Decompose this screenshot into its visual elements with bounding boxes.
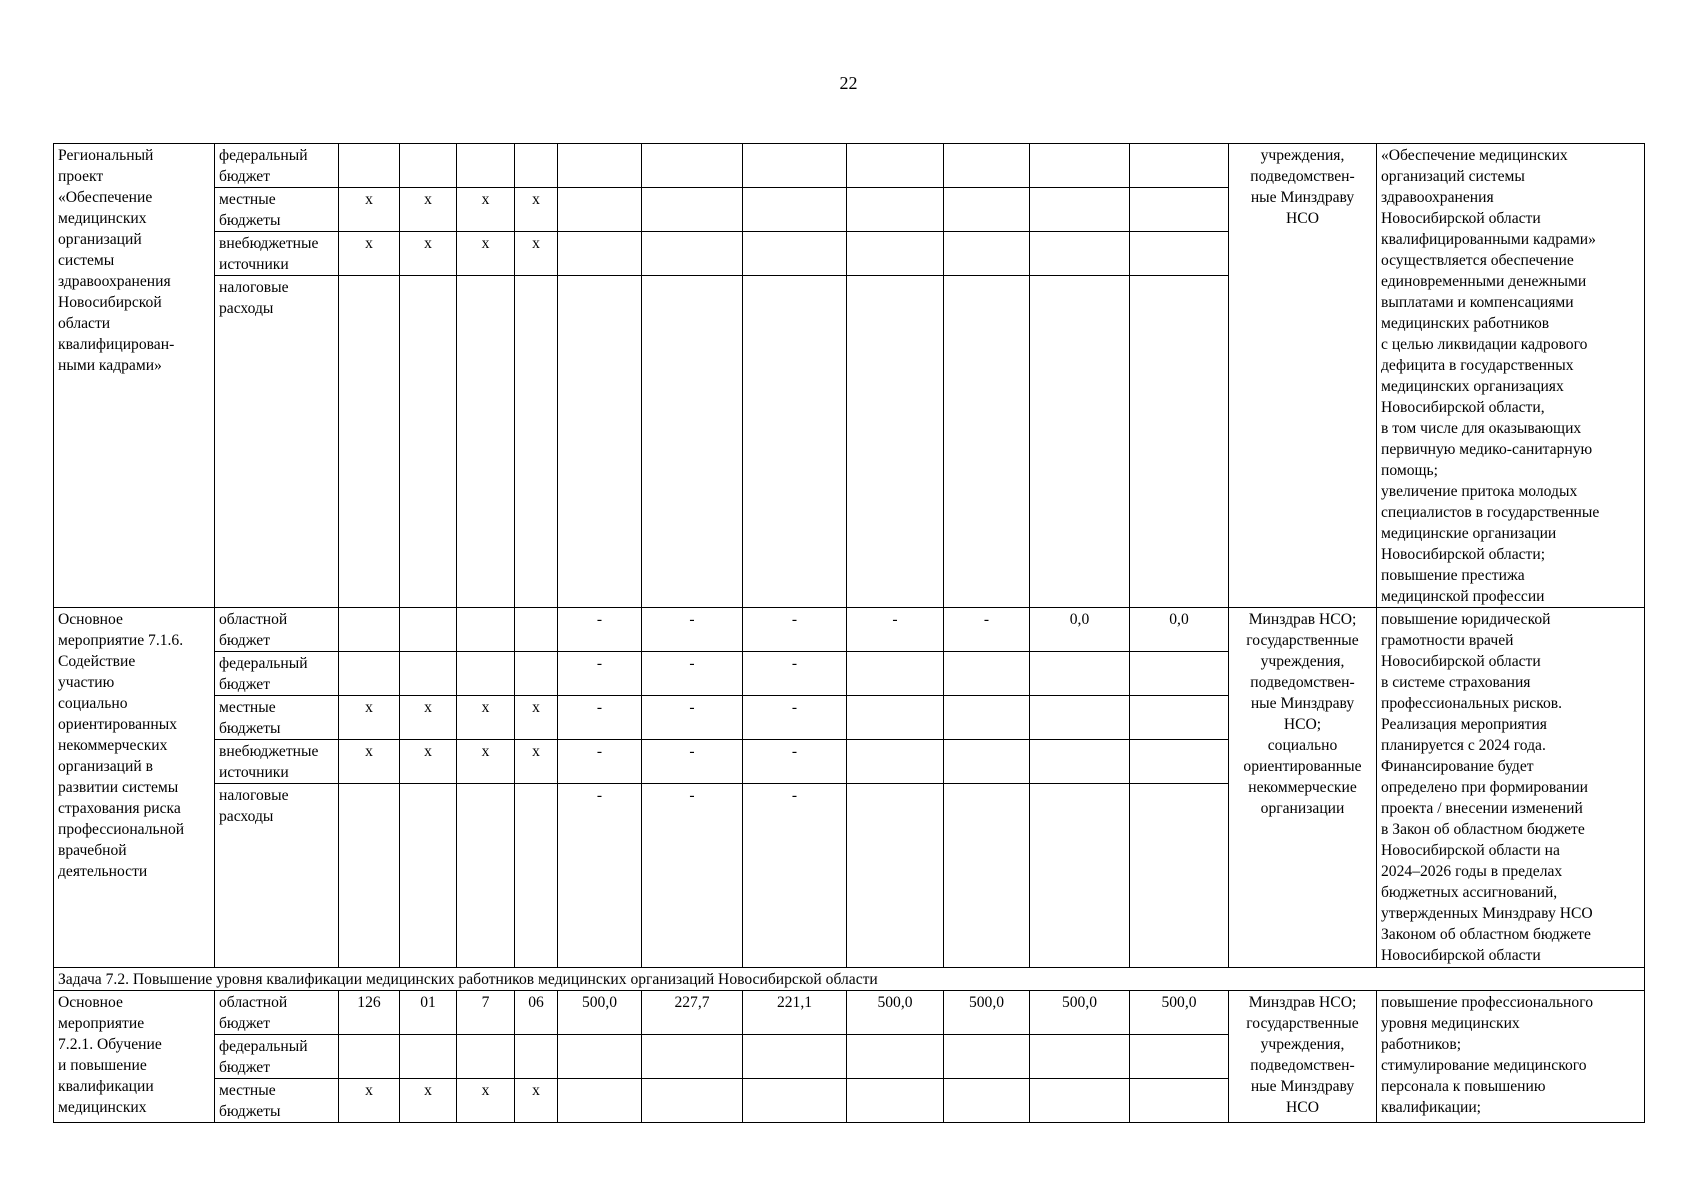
value-cell — [1030, 188, 1130, 232]
value-cell — [400, 608, 457, 652]
value-cell — [944, 232, 1030, 276]
value-cell: - — [847, 608, 944, 652]
event-name-cell: Региональный проект «Обеспечение медицинских организаций системы здравоохранения Новосибирской области квалифицирован- ными кадрами» — [54, 144, 215, 608]
value-cell — [515, 652, 558, 696]
executor-cell: учреждения, подведомствен- ные Минздраву НСО — [1229, 144, 1377, 608]
event-name-cell: Основное мероприятие 7.2.1. Обучение и повышение квалификации медицинских — [54, 991, 215, 1123]
value-cell — [1030, 652, 1130, 696]
value-cell — [743, 144, 847, 188]
funding-source-cell: областной бюджет — [215, 608, 339, 652]
value-cell: х — [400, 1079, 457, 1123]
value-cell: - — [944, 608, 1030, 652]
value-cell — [400, 784, 457, 968]
value-cell — [457, 1035, 515, 1079]
value-cell — [743, 232, 847, 276]
program-table — [53, 143, 1645, 1123]
value-cell — [1130, 188, 1229, 232]
value-cell: 221,1 — [743, 991, 847, 1035]
value-cell — [339, 784, 400, 968]
value-cell: - — [743, 652, 847, 696]
value-cell — [847, 696, 944, 740]
value-cell: 0,0 — [1130, 608, 1229, 652]
table-row — [54, 991, 1645, 1035]
value-cell — [1030, 276, 1130, 608]
value-cell — [515, 276, 558, 608]
block-1 — [54, 144, 1645, 608]
value-cell: - — [642, 608, 743, 652]
value-cell — [400, 652, 457, 696]
value-cell: 126 — [339, 991, 400, 1035]
value-cell — [944, 740, 1030, 784]
value-cell — [642, 1079, 743, 1123]
funding-source-cell: местные бюджеты — [215, 1079, 339, 1123]
value-cell — [847, 188, 944, 232]
value-cell — [944, 784, 1030, 968]
value-cell — [847, 144, 944, 188]
value-cell: х — [457, 1079, 515, 1123]
value-cell: 500,0 — [944, 991, 1030, 1035]
value-cell — [1030, 784, 1130, 968]
value-cell: 7 — [457, 991, 515, 1035]
value-cell: - — [558, 608, 642, 652]
value-cell: - — [558, 696, 642, 740]
value-cell: - — [642, 740, 743, 784]
value-cell: х — [457, 188, 515, 232]
value-cell — [400, 1035, 457, 1079]
value-cell: х — [515, 1079, 558, 1123]
value-cell — [1130, 652, 1229, 696]
value-cell: - — [558, 784, 642, 968]
value-cell: х — [339, 232, 400, 276]
value-cell — [743, 1079, 847, 1123]
value-cell: 500,0 — [847, 991, 944, 1035]
funding-source-cell: внебюджетные источники — [215, 232, 339, 276]
value-cell: х — [339, 696, 400, 740]
value-cell — [1130, 784, 1229, 968]
value-cell — [515, 608, 558, 652]
value-cell — [847, 1079, 944, 1123]
table-row — [54, 608, 1645, 652]
value-cell: 500,0 — [1130, 991, 1229, 1035]
value-cell — [558, 1079, 642, 1123]
value-cell — [457, 276, 515, 608]
expected-result-cell: повышение юридической грамотности врачей Новосибирской области в системе страхования профессиональных рисков. Реализация мероприятия планируется с 2024 года. Финансирование будет определено при формировании проекта / внесении изменений в Закон об областном бюджете Новосибирской области на 2024–2026 годы в пределах бюджетных ассигнований, утвержденных Минздраву НСО Законом об областном бюджете Новосибирской области — [1377, 608, 1645, 968]
value-cell: х — [515, 696, 558, 740]
value-cell — [743, 1035, 847, 1079]
value-cell — [457, 652, 515, 696]
value-cell — [743, 276, 847, 608]
value-cell — [558, 144, 642, 188]
funding-source-cell: местные бюджеты — [215, 696, 339, 740]
value-cell: х — [457, 232, 515, 276]
value-cell — [847, 652, 944, 696]
value-cell — [944, 652, 1030, 696]
value-cell — [1030, 1035, 1130, 1079]
funding-source-cell: федеральный бюджет — [215, 652, 339, 696]
value-cell — [642, 188, 743, 232]
value-cell: - — [558, 740, 642, 784]
value-cell — [558, 276, 642, 608]
event-name-cell: Основное мероприятие 7.1.6. Содействие участию социально ориентированных некоммерческих организаций в развитии системы страхования риска профессиональной врачебной деятельности — [54, 608, 215, 968]
value-cell — [457, 144, 515, 188]
value-cell — [400, 276, 457, 608]
value-cell: 500,0 — [558, 991, 642, 1035]
value-cell — [558, 1035, 642, 1079]
value-cell — [847, 232, 944, 276]
value-cell — [1030, 696, 1130, 740]
value-cell: - — [642, 784, 743, 968]
value-cell: 500,0 — [1030, 991, 1130, 1035]
value-cell — [558, 232, 642, 276]
task-row — [54, 968, 1645, 991]
value-cell — [1030, 1079, 1130, 1123]
value-cell: х — [457, 740, 515, 784]
task-7-2-heading: Задача 7.2. Повышение уровня квалификации медицинских работников медицинских организаций Новосибирской области — [54, 968, 1645, 991]
value-cell: - — [642, 696, 743, 740]
value-cell — [1030, 144, 1130, 188]
expected-result-cell: повышение профессионального уровня медицинских работников; стимулирование медицинского персонала к повышению квалификации; — [1377, 991, 1645, 1123]
value-cell: х — [515, 188, 558, 232]
value-cell — [558, 188, 642, 232]
value-cell — [339, 1035, 400, 1079]
funding-source-cell: налоговые расходы — [215, 276, 339, 608]
value-cell: х — [339, 188, 400, 232]
value-cell — [847, 1035, 944, 1079]
value-cell — [1130, 696, 1229, 740]
funding-source-cell: федеральный бюджет — [215, 1035, 339, 1079]
value-cell: х — [339, 1079, 400, 1123]
value-cell: 01 — [400, 991, 457, 1035]
value-cell: 06 — [515, 991, 558, 1035]
table-row — [54, 144, 1645, 188]
value-cell: х — [339, 740, 400, 784]
value-cell — [1130, 1079, 1229, 1123]
value-cell — [515, 1035, 558, 1079]
value-cell — [847, 784, 944, 968]
value-cell — [1130, 232, 1229, 276]
value-cell — [339, 608, 400, 652]
value-cell — [1130, 740, 1229, 784]
value-cell: - — [743, 740, 847, 784]
value-cell: х — [400, 188, 457, 232]
value-cell: - — [743, 784, 847, 968]
value-cell — [944, 696, 1030, 740]
value-cell — [457, 784, 515, 968]
block-3 — [54, 991, 1645, 1123]
value-cell — [339, 652, 400, 696]
value-cell: 227,7 — [642, 991, 743, 1035]
value-cell: - — [558, 652, 642, 696]
value-cell — [1130, 1035, 1229, 1079]
funding-source-cell: федеральный бюджет — [215, 144, 339, 188]
value-cell: 0,0 — [1030, 608, 1130, 652]
value-cell — [944, 144, 1030, 188]
value-cell — [944, 188, 1030, 232]
value-cell — [457, 608, 515, 652]
value-cell: х — [400, 740, 457, 784]
value-cell — [944, 1079, 1030, 1123]
executor-cell: Минздрав НСО; государственные учреждения, подведомствен- ные Минздраву НСО — [1229, 991, 1377, 1123]
value-cell — [1130, 144, 1229, 188]
value-cell — [339, 144, 400, 188]
value-cell — [847, 276, 944, 608]
funding-source-cell: областной бюджет — [215, 991, 339, 1035]
value-cell — [642, 232, 743, 276]
value-cell: х — [515, 232, 558, 276]
value-cell: - — [743, 608, 847, 652]
funding-source-cell: внебюджетные источники — [215, 740, 339, 784]
value-cell — [847, 740, 944, 784]
value-cell: - — [743, 696, 847, 740]
page-number: 22 — [839, 73, 858, 93]
value-cell — [944, 1035, 1030, 1079]
value-cell — [339, 276, 400, 608]
value-cell — [515, 144, 558, 188]
executor-cell: Минздрав НСО; государственные учреждения, подведомствен- ные Минздраву НСО; социально ориентированные некоммерческие организации — [1229, 608, 1377, 968]
value-cell: х — [400, 696, 457, 740]
value-cell — [1030, 232, 1130, 276]
value-cell — [515, 784, 558, 968]
funding-source-cell: местные бюджеты — [215, 188, 339, 232]
value-cell — [1130, 276, 1229, 608]
expected-result-cell: «Обеспечение медицинских организаций системы здравоохранения Новосибирской области квалифицированными кадрами» осуществляется обеспечение единовременными денежными выплатами и компенсациями медицинских работников с целью ликвидации кадрового дефицита в государственных медицинских организациях Новосибирской области, в том числе для оказывающих первичную медико-санитарную помощь; увеличение притока молодых специалистов в государственные медицинские организации Новосибирской области; повышение престижа медицинской профессии — [1377, 144, 1645, 608]
value-cell: - — [642, 652, 743, 696]
value-cell — [944, 276, 1030, 608]
value-cell: х — [457, 696, 515, 740]
value-cell — [400, 144, 457, 188]
block-2 — [54, 608, 1645, 968]
value-cell — [642, 1035, 743, 1079]
value-cell: х — [515, 740, 558, 784]
value-cell — [642, 144, 743, 188]
value-cell — [1030, 740, 1130, 784]
value-cell: х — [400, 232, 457, 276]
funding-source-cell: налоговые расходы — [215, 784, 339, 968]
value-cell — [743, 188, 847, 232]
value-cell — [642, 276, 743, 608]
